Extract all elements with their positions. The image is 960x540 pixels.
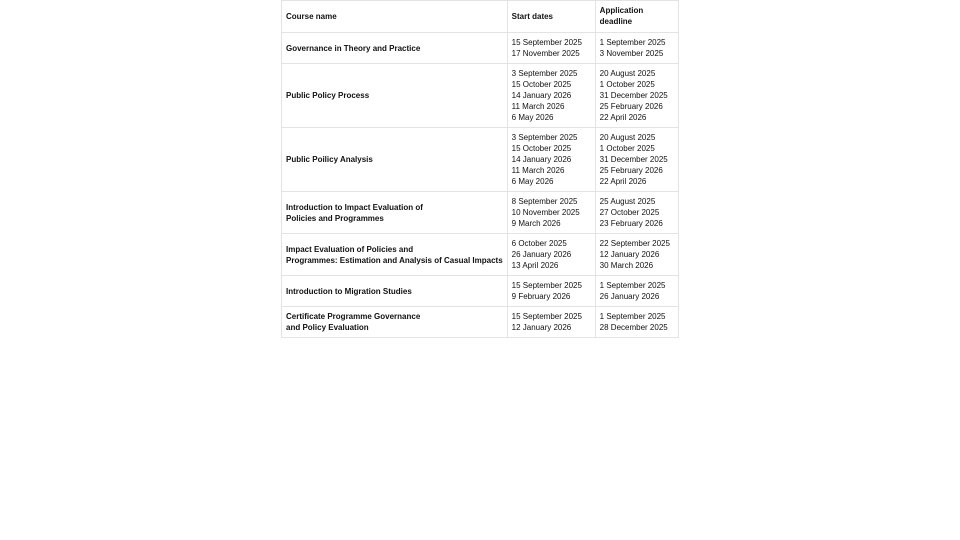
start-dates-cell (507, 307, 595, 338)
start-date: 10 November 2025 (511, 208, 580, 217)
table-header (282, 1, 679, 33)
application-deadline: 20 August 2025 (599, 133, 656, 142)
start-dates-cell (507, 33, 595, 64)
course-name-cell (282, 64, 508, 128)
start-dates-cell (507, 64, 595, 128)
header-start-dates: Start dates (507, 1, 595, 33)
application-deadline: 26 January 2026 (599, 292, 660, 301)
start-date: 15 September 2025 (511, 281, 582, 290)
header-row (282, 1, 679, 33)
start-date: 11 March 2026 (511, 166, 565, 175)
table-row (282, 64, 679, 128)
application-deadline: 22 September 2025 (599, 239, 670, 248)
course-name-line: Introduction to Impact Evaluation of (286, 202, 423, 212)
start-dates-cell (507, 276, 595, 307)
start-date: 26 January 2026 (511, 250, 572, 259)
start-date: 14 January 2026 (511, 91, 572, 100)
start-date: 17 November 2025 (511, 49, 580, 58)
course-name-line: Programmes: Estimation and Analysis of Casual Impacts (286, 255, 503, 265)
application-deadline: 25 February 2026 (599, 102, 663, 111)
course-name-cell (282, 276, 508, 307)
application-deadline: 30 March 2026 (599, 261, 654, 270)
start-date: 6 October 2025 (511, 239, 567, 248)
application-deadline: 22 April 2026 (599, 177, 647, 186)
header-application-deadline: Application deadline (595, 1, 678, 33)
start-date: 11 March 2026 (511, 102, 565, 111)
application-deadline: 1 September 2025 (599, 312, 666, 321)
application-deadline: 31 December 2025 (599, 155, 668, 164)
course-name-line: Public Poilicy Analysis (286, 155, 373, 164)
start-date: 14 January 2026 (511, 155, 572, 164)
application-deadline: 28 December 2025 (599, 323, 668, 332)
application-deadline: 23 February 2026 (599, 219, 663, 228)
course-name-line: Impact Evaluation of Policies and (286, 244, 414, 254)
application-deadline: 1 September 2025 (599, 38, 666, 47)
start-dates-cell (507, 234, 595, 276)
application-deadline-cell (595, 307, 678, 338)
course-name-line: and Policy Evaluation (286, 323, 369, 332)
table-row (282, 276, 679, 307)
table-row (282, 192, 679, 234)
application-deadline-cell (595, 192, 678, 234)
application-deadline: 20 August 2025 (599, 69, 656, 78)
table-body (282, 33, 679, 338)
application-deadline: 22 April 2026 (599, 113, 647, 122)
course-name-cell (282, 192, 508, 234)
application-deadline: 1 October 2025 (599, 80, 655, 89)
table-row (282, 33, 679, 64)
application-deadline-cell (595, 234, 678, 276)
course-name-line: Certificate Programme Governance (286, 312, 421, 321)
start-date: 15 September 2025 (511, 38, 582, 47)
course-name-line: Public Policy Process (286, 91, 370, 100)
application-deadline: 31 December 2025 (599, 91, 668, 100)
application-deadline: 3 November 2025 (599, 49, 664, 58)
application-deadline-cell (595, 276, 678, 307)
start-date: 6 May 2026 (511, 113, 554, 122)
table-row (282, 307, 679, 338)
start-date: 15 September 2025 (511, 312, 582, 321)
start-date: 15 October 2025 (511, 80, 572, 89)
start-date: 8 September 2025 (511, 197, 578, 206)
course-name-line: Introduction to Migration Studies (286, 286, 412, 296)
start-date: 13 April 2026 (511, 261, 559, 270)
application-deadline: 12 January 2026 (599, 250, 660, 259)
application-deadline: 1 October 2025 (599, 144, 655, 153)
application-deadline-cell (595, 128, 678, 192)
application-deadline: 25 August 2025 (599, 197, 656, 206)
start-dates-cell (507, 192, 595, 234)
table-row (282, 234, 679, 276)
start-date: 9 February 2026 (511, 292, 571, 301)
start-date: 15 October 2025 (511, 144, 572, 153)
application-deadline: 27 October 2025 (599, 208, 660, 217)
table-row (282, 128, 679, 192)
course-schedule-table (281, 0, 679, 338)
header-course-name: Course name (282, 1, 508, 33)
course-name-cell (282, 307, 508, 338)
course-name-line: Policies and Programmes (286, 213, 384, 223)
start-date: 12 January 2026 (511, 323, 572, 332)
start-date: 3 September 2025 (511, 69, 578, 78)
start-dates-cell (507, 128, 595, 192)
application-deadline-cell (595, 33, 678, 64)
application-deadline: 25 February 2026 (599, 166, 663, 175)
course-name-cell (282, 128, 508, 192)
start-date: 6 May 2026 (511, 177, 554, 186)
application-deadline-cell (595, 64, 678, 128)
course-name-cell (282, 234, 508, 276)
course-name-line: Governance in Theory and Practice (286, 43, 421, 53)
course-name-cell (282, 33, 508, 64)
start-date: 9 March 2026 (511, 219, 561, 228)
start-date: 3 September 2025 (511, 133, 578, 142)
application-deadline: 1 September 2025 (599, 281, 666, 290)
